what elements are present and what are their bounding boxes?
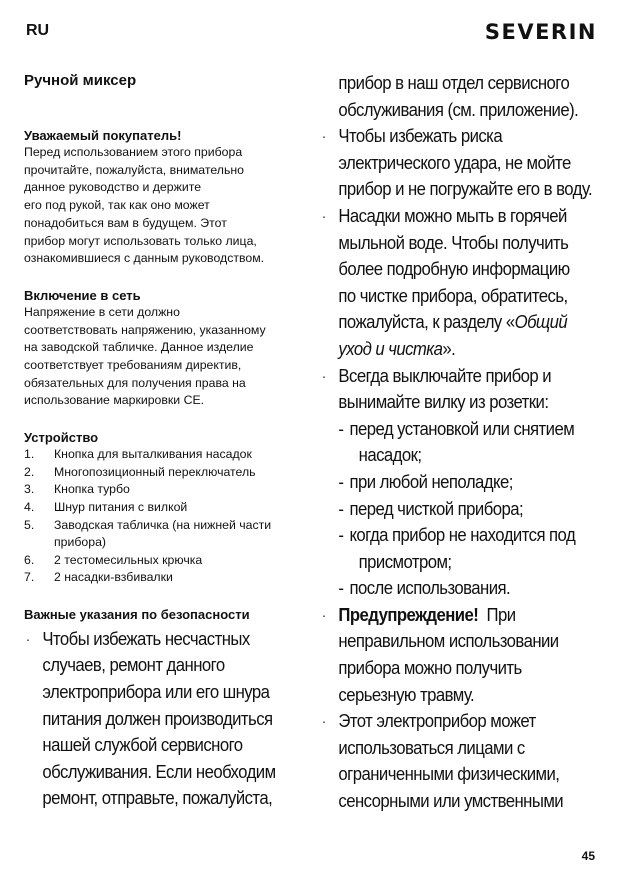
dash-mark: - [338, 525, 344, 546]
warning-label: Предупреждение! [338, 604, 479, 625]
list-item: 5. Заводская табличка (на нижней части прибора) [24, 517, 272, 550]
intro-heading: Уважаемый покупатель! [24, 128, 182, 143]
text-line: насадок; [358, 445, 422, 466]
text-line: присмотром; [358, 551, 452, 572]
text-line: обслуживания (см. приложение). [338, 99, 579, 120]
section-reference: Общий [514, 312, 568, 333]
list-item: 4. Шнур питания с вилкой [24, 499, 188, 514]
bullet-1-continuation [320, 70, 605, 123]
text-line: прибор в наш отдел сервисного [338, 73, 570, 93]
bullet-mark: · [321, 128, 326, 145]
text-line: перед чисткой прибора; [349, 498, 524, 519]
bullet-mark: · [321, 606, 326, 623]
power-text [24, 304, 304, 410]
device-heading: Устройство [24, 430, 99, 446]
text-line: питания должен производиться [42, 708, 273, 729]
text-line: случаев, ремонт данного [42, 655, 225, 676]
text-line: когда прибор не находится под [349, 525, 576, 546]
text-line: электрического удара, не мойте [338, 152, 571, 173]
dash-mark: - [338, 498, 344, 519]
sub-item [320, 469, 605, 496]
safety-bullet-1 [24, 626, 309, 812]
text-line: нашей службой сервисного [42, 735, 243, 756]
text-line: серьезную травму. [338, 684, 475, 705]
bullet-mark: · [321, 207, 326, 224]
sub-item [320, 496, 605, 523]
text-line: после использования. [349, 578, 511, 599]
dash-mark: - [338, 471, 344, 492]
text-line: Чтобы избежать риска [338, 126, 503, 147]
text-line: ограниченными физическими, [338, 764, 560, 785]
intro-text [24, 144, 304, 268]
text-line: сенсорными или умственными [338, 791, 564, 812]
power-heading: Включение в сеть [24, 287, 141, 303]
left-column [24, 72, 304, 812]
text-line: Напряжение в сети должно [24, 304, 180, 319]
language-code: RU [26, 22, 50, 39]
safety-bullet-3 [320, 203, 605, 363]
text-line: использование маркировки CE. [24, 393, 205, 408]
text-line: мыльной воде. Чтобы получить [338, 232, 569, 253]
safety-bullet-2 [320, 123, 605, 203]
text-line: его под рукой, так как оно может [24, 198, 210, 213]
device-section [24, 429, 304, 587]
list-item: 1. Кнопка для выталкивания насадок [24, 447, 252, 462]
text-line: вынимайте вилку из розетки: [338, 392, 549, 413]
parts-list [24, 446, 304, 587]
list-item: 3. Кнопка турбо [24, 482, 130, 497]
text-line: понадобиться вам в будущем. Этот [24, 215, 227, 230]
safety-section [24, 606, 304, 812]
bullet-mark: · [321, 713, 326, 730]
safety-bullet-5 [320, 602, 605, 708]
text-line: уход и чистка». [338, 338, 456, 359]
power-section [24, 287, 304, 410]
section-reference: уход и чистка [338, 338, 443, 359]
text-line: Насадки можно мыть в горячей [338, 205, 567, 226]
text-line: Перед использованием этого прибора [24, 145, 243, 159]
text-line: по чистке прибора, обратитесь, [338, 285, 568, 306]
text-line: неправильном использовании [338, 631, 559, 652]
sub-item [320, 522, 605, 575]
text-line: Чтобы избежать несчастных [42, 628, 250, 649]
text-line: прочитайте, пожалуйста, внимательно [24, 162, 244, 177]
brand-logo: SEVERIN [484, 20, 597, 44]
text-line: ремонт, отправьте, пожалуйста, [42, 788, 273, 809]
safety-heading: Важные указания по безопасности [24, 606, 250, 622]
text-line: более подробную информацию [338, 259, 570, 280]
safety-bullet-6 [320, 708, 605, 814]
text-line: пожалуйста, к разделу «Общий [338, 312, 568, 333]
text-line: соответствует требованиям директив, [24, 358, 242, 373]
list-item: 2. Многопозиционный переключатель [24, 464, 256, 479]
sub-item [320, 416, 605, 469]
text-line: Всегда выключайте прибор и [338, 365, 552, 386]
text-line: Предупреждение! При [338, 604, 516, 625]
text-line: прибор и не погружайте его в воду. [338, 179, 593, 200]
text-line: Этот электроприбор может [338, 711, 536, 732]
text-line: прибора можно получить [338, 658, 522, 679]
bullet-mark: · [25, 630, 30, 647]
text-line: соответствовать напряжению, указанному [24, 322, 266, 337]
dash-mark: - [338, 578, 344, 599]
text-line: электроприбора или его шнура [42, 682, 270, 703]
text-line: на заводской табличке. Данное изделие [24, 340, 254, 355]
text-line: перед установкой или снятием [349, 418, 575, 439]
sub-item [320, 575, 605, 602]
safety-bullet-4 [320, 363, 605, 416]
text-line: данное руководство и держите [24, 180, 202, 195]
text-line: обязательных для получения права на [24, 375, 246, 390]
text-line: ознакомившиеся с данным руководством. [24, 251, 265, 266]
intro-section [24, 127, 304, 268]
page-number: 45 [581, 849, 595, 863]
text-line: обслуживания. Если необходим [42, 761, 276, 782]
list-item: 7. 2 насадки-взбивалки [24, 570, 173, 585]
document-title: Ручной миксер [24, 72, 137, 89]
text-line: использоваться лицами с [338, 737, 525, 758]
text-line: при любой неполадке; [349, 471, 513, 492]
list-item: 6. 2 тестомесильных крючка [24, 552, 203, 567]
dash-mark: - [338, 418, 344, 439]
right-column [320, 70, 605, 815]
text-line: прибор могут использовать только лица, [24, 233, 257, 248]
bullet-mark: · [321, 367, 326, 384]
